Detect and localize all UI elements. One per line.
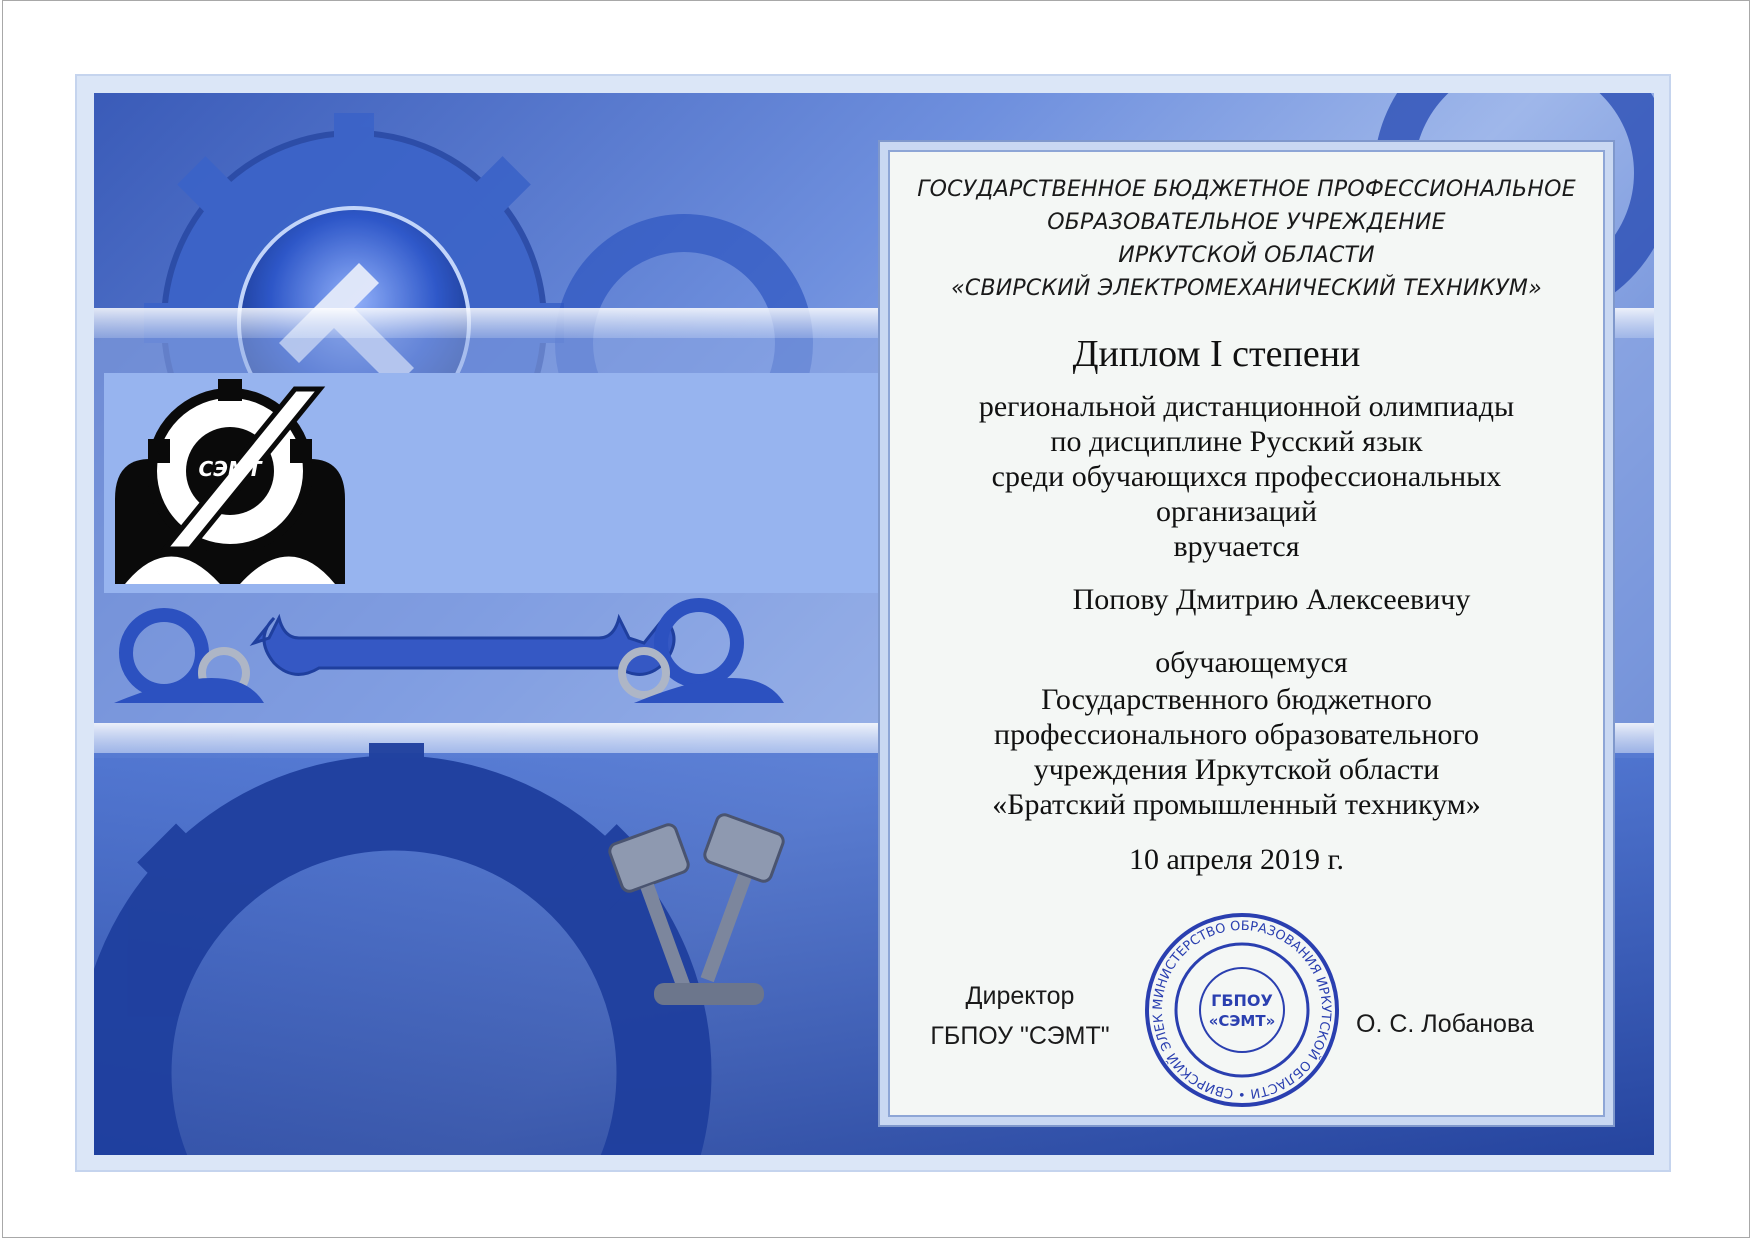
institution-logo xyxy=(110,379,350,589)
recipient-org-1: Государственного бюджетного xyxy=(1041,683,1432,716)
diploma-title: Диплом I степени xyxy=(1072,333,1361,375)
signature-position-1: Директор xyxy=(965,982,1075,1010)
diploma-description-2: по дисциплине Русский язык xyxy=(1050,425,1423,458)
diploma-description-3: среди обучающихся профессиональных xyxy=(991,460,1502,493)
award-date: 10 апреля 2019 г. xyxy=(1129,843,1344,876)
recipient-org-2: профессионального образовательного xyxy=(994,718,1479,751)
institution-line-3: ИРКУТСКОЙ ОБЛАСТИ xyxy=(1118,243,1375,268)
recipient-org-3: учреждения Иркутской области xyxy=(1033,753,1440,786)
svg-text:«СЭМТ»: «СЭМТ» xyxy=(1208,1012,1276,1030)
stamp-ring-text: МИНИСТЕРСТВО ОБРАЗОВАНИЯ ИРКУТСКОЙ ОБЛАСТИ • СВИРСКИЙ ЭЛЕК xyxy=(1150,918,1334,1102)
awarded-text: вручается xyxy=(1173,530,1300,563)
recipient-org-4: «Братский промышленный техникум» xyxy=(992,788,1481,821)
recipient-role: обучающемуся xyxy=(1155,646,1348,679)
official-stamp xyxy=(1142,910,1342,1110)
institution-line-1: ГОСУДАРСТВЕННОЕ БЮДЖЕТНОЕ ПРОФЕССИОНАЛЬНОЕ xyxy=(917,177,1576,202)
diploma-description-1: региональной дистанционной олимпиады xyxy=(978,390,1515,423)
svg-text:СЭМТ: СЭМТ xyxy=(198,457,262,481)
recipient-name: Попову Дмитрию Алексеевичу xyxy=(1072,583,1471,616)
svg-text:ГБПОУ: ГБПОУ xyxy=(1211,991,1273,1010)
diploma-description-4: организаций xyxy=(1155,495,1318,528)
institution-line-2: ОБРАЗОВАТЕЛЬНОЕ УЧРЕЖДЕНИЕ xyxy=(1047,210,1446,235)
institution-line-4: «СВИРСКИЙ ЭЛЕКТРОМЕХАНИЧЕСКИЙ ТЕХНИКУМ» xyxy=(951,276,1542,301)
signature-position-2: ГБПОУ "СЭМТ" xyxy=(930,1022,1110,1050)
signature-name: О. С. Лобанова xyxy=(1356,1010,1534,1038)
certificate-text-panel xyxy=(888,150,1605,1117)
